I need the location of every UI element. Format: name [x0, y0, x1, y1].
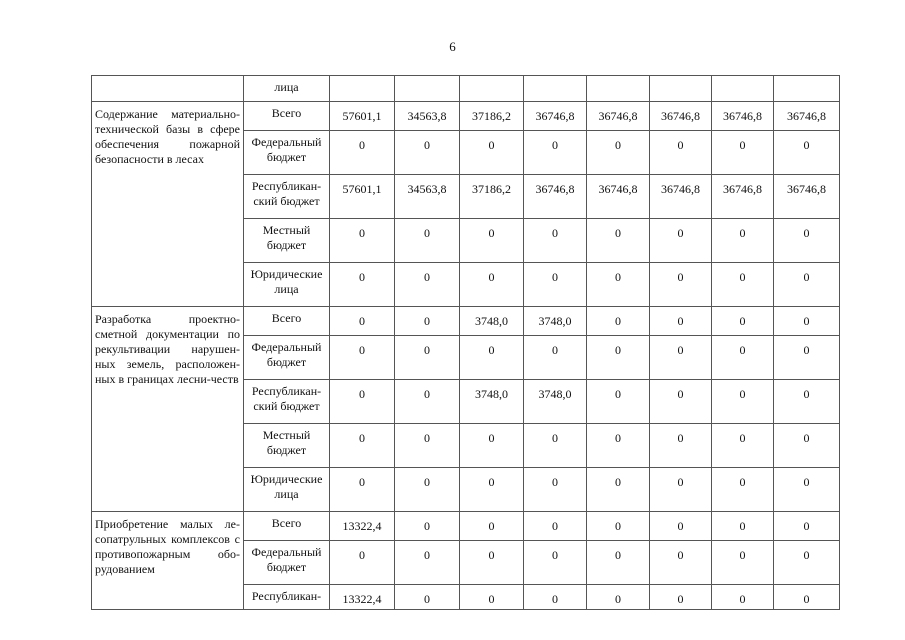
value-cell: 0 — [330, 263, 395, 307]
funding-source-cell: лица — [244, 76, 330, 102]
value-cell: 13322,4 — [330, 512, 395, 541]
value-cell: 0 — [330, 424, 395, 468]
funding-source-cell: Федеральный бюджет — [244, 541, 330, 585]
value-cell: 0 — [395, 219, 460, 263]
value-cell: 0 — [712, 336, 774, 380]
value-cell: 0 — [330, 219, 395, 263]
value-cell: 0 — [587, 424, 650, 468]
value-cell: 0 — [395, 512, 460, 541]
value-cell: 0 — [587, 336, 650, 380]
value-cell: 0 — [650, 219, 712, 263]
value-cell: 0 — [395, 424, 460, 468]
value-cell: 0 — [774, 541, 840, 585]
value-cell: 0 — [774, 336, 840, 380]
program-name-cell: Приобретение малых ле-сопатрульных комплексов с противопожарным обо-рудованием — [92, 512, 244, 610]
table-row — [92, 102, 840, 131]
value-cell: 0 — [774, 219, 840, 263]
value-cell: 0 — [460, 585, 524, 610]
value-cell: 3748,0 — [524, 380, 587, 424]
budget-table-body — [92, 76, 840, 610]
value-cell: 0 — [587, 512, 650, 541]
value-cell: 0 — [774, 424, 840, 468]
value-cell: 36746,8 — [524, 102, 587, 131]
value-cell — [395, 76, 460, 102]
value-cell: 0 — [524, 336, 587, 380]
value-cell: 0 — [774, 512, 840, 541]
value-cell: 0 — [774, 307, 840, 336]
program-cell-empty — [92, 76, 244, 102]
value-cell: 0 — [650, 263, 712, 307]
funding-source-cell: Федеральный бюджет — [244, 131, 330, 175]
value-cell: 0 — [650, 512, 712, 541]
value-cell: 34563,8 — [395, 175, 460, 219]
value-cell: 0 — [395, 307, 460, 336]
value-cell: 0 — [587, 307, 650, 336]
value-cell: 0 — [712, 219, 774, 263]
table-row — [92, 512, 840, 541]
value-cell: 0 — [395, 541, 460, 585]
value-cell: 0 — [587, 263, 650, 307]
funding-source-cell: Федеральный бюджет — [244, 336, 330, 380]
value-cell: 0 — [650, 307, 712, 336]
value-cell — [330, 76, 395, 102]
value-cell: 57601,1 — [330, 175, 395, 219]
value-cell: 0 — [524, 424, 587, 468]
value-cell: 0 — [330, 468, 395, 512]
value-cell: 0 — [460, 263, 524, 307]
value-cell: 36746,8 — [774, 102, 840, 131]
program-name-cell: Разработка проектно-сметной документации по рекультивации нарушен-ных земель, расположен-ных в границах лесни-честв — [92, 307, 244, 512]
value-cell: 0 — [587, 585, 650, 610]
value-cell: 0 — [774, 380, 840, 424]
value-cell: 0 — [330, 380, 395, 424]
value-cell: 0 — [712, 263, 774, 307]
value-cell: 0 — [774, 131, 840, 175]
value-cell: 36746,8 — [524, 175, 587, 219]
funding-source-cell: Республикан-ский бюджет — [244, 380, 330, 424]
table-row — [92, 307, 840, 336]
value-cell: 0 — [774, 263, 840, 307]
value-cell: 0 — [712, 585, 774, 610]
value-cell: 36746,8 — [774, 175, 840, 219]
value-cell: 0 — [395, 585, 460, 610]
value-cell: 0 — [395, 380, 460, 424]
value-cell: 0 — [460, 131, 524, 175]
value-cell: 0 — [460, 541, 524, 585]
funding-source-cell: Местный бюджет — [244, 424, 330, 468]
value-cell: 37186,2 — [460, 102, 524, 131]
value-cell: 0 — [650, 585, 712, 610]
value-cell: 36746,8 — [650, 102, 712, 131]
value-cell — [650, 76, 712, 102]
funding-source-cell: Всего — [244, 102, 330, 131]
value-cell: 0 — [524, 131, 587, 175]
value-cell: 0 — [524, 219, 587, 263]
value-cell: 3748,0 — [460, 307, 524, 336]
value-cell: 0 — [712, 131, 774, 175]
value-cell: 0 — [774, 468, 840, 512]
funding-source-cell: Юридические лица — [244, 263, 330, 307]
value-cell — [460, 76, 524, 102]
value-cell: 0 — [650, 541, 712, 585]
program-name-cell: Содержание материально-технической базы в сфере обеспечения пожарной безопасности в лесах — [92, 102, 244, 307]
value-cell: 0 — [524, 512, 587, 541]
value-cell: 13322,4 — [330, 585, 395, 610]
value-cell: 0 — [395, 336, 460, 380]
value-cell: 0 — [587, 131, 650, 175]
value-cell — [524, 76, 587, 102]
value-cell: 0 — [395, 131, 460, 175]
value-cell: 0 — [650, 336, 712, 380]
value-cell: 0 — [524, 263, 587, 307]
funding-source-cell: Республикан- — [244, 585, 330, 610]
value-cell: 0 — [650, 424, 712, 468]
funding-source-cell: Юридические лица — [244, 468, 330, 512]
value-cell: 0 — [330, 131, 395, 175]
value-cell: 0 — [524, 541, 587, 585]
value-cell: 36746,8 — [712, 175, 774, 219]
value-cell: 3748,0 — [524, 307, 587, 336]
value-cell: 0 — [712, 468, 774, 512]
value-cell: 0 — [330, 541, 395, 585]
value-cell: 0 — [650, 131, 712, 175]
value-cell: 0 — [712, 307, 774, 336]
page-number: 6 — [449, 39, 456, 54]
value-cell: 36746,8 — [587, 102, 650, 131]
value-cell: 0 — [330, 307, 395, 336]
budget-table — [91, 75, 840, 610]
value-cell: 0 — [330, 336, 395, 380]
funding-source-cell: Местный бюджет — [244, 219, 330, 263]
value-cell: 0 — [460, 512, 524, 541]
value-cell — [712, 76, 774, 102]
value-cell: 0 — [524, 585, 587, 610]
value-cell: 0 — [712, 380, 774, 424]
value-cell: 0 — [712, 424, 774, 468]
value-cell: 0 — [460, 468, 524, 512]
value-cell: 0 — [395, 468, 460, 512]
value-cell: 0 — [587, 380, 650, 424]
value-cell: 0 — [712, 541, 774, 585]
value-cell: 37186,2 — [460, 175, 524, 219]
value-cell: 0 — [524, 468, 587, 512]
value-cell — [587, 76, 650, 102]
value-cell: 36746,8 — [712, 102, 774, 131]
value-cell: 0 — [650, 468, 712, 512]
funding-source-cell: Всего — [244, 307, 330, 336]
value-cell: 0 — [460, 336, 524, 380]
value-cell: 0 — [774, 585, 840, 610]
value-cell: 0 — [395, 263, 460, 307]
value-cell: 36746,8 — [650, 175, 712, 219]
value-cell: 34563,8 — [395, 102, 460, 131]
value-cell: 0 — [587, 468, 650, 512]
value-cell: 0 — [587, 219, 650, 263]
value-cell: 36746,8 — [587, 175, 650, 219]
funding-source-cell: Всего — [244, 512, 330, 541]
value-cell: 0 — [460, 219, 524, 263]
value-cell: 3748,0 — [460, 380, 524, 424]
value-cell: 0 — [712, 512, 774, 541]
value-cell: 0 — [587, 541, 650, 585]
table-row — [92, 76, 840, 102]
value-cell: 0 — [650, 380, 712, 424]
funding-source-cell: Республикан-ский бюджет — [244, 175, 330, 219]
value-cell — [774, 76, 840, 102]
value-cell: 0 — [460, 424, 524, 468]
value-cell: 57601,1 — [330, 102, 395, 131]
